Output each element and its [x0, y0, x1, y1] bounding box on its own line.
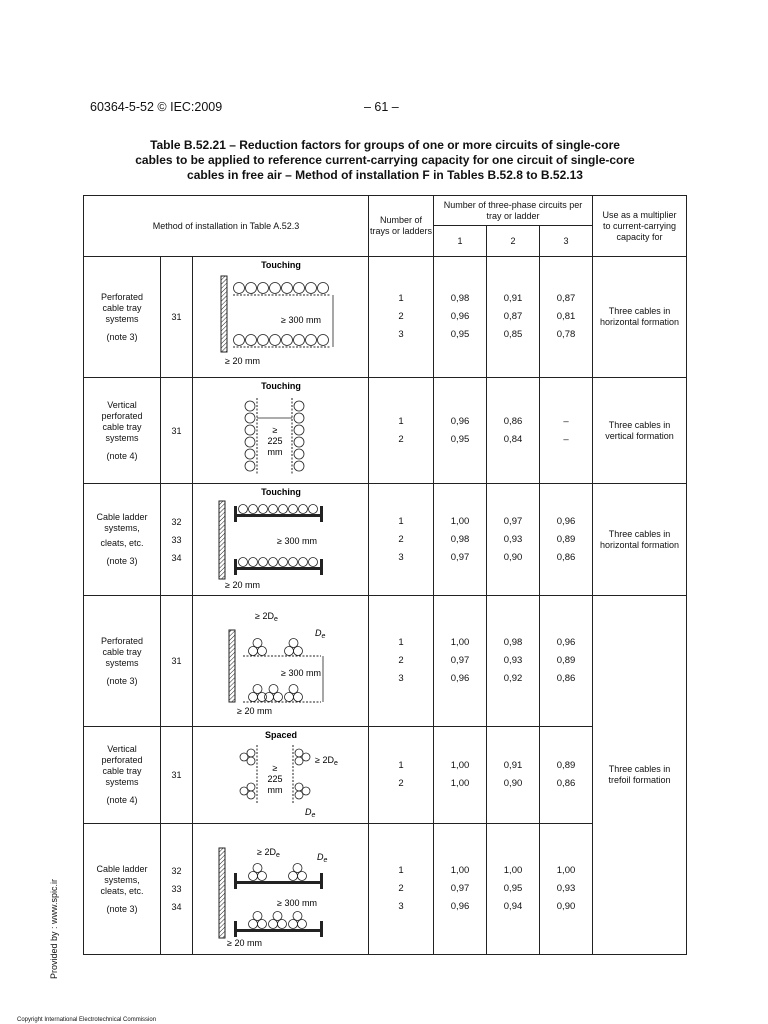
installation-number: 31 — [171, 425, 182, 436]
use-cell: Three cables in horizontal formation — [593, 257, 687, 378]
tray-count: 1 — [398, 865, 404, 876]
tray-count: 2 — [398, 655, 404, 666]
dimension-label: 225 — [267, 774, 283, 784]
method-line: systems, — [104, 523, 140, 533]
installation-ref — [161, 596, 193, 727]
factor-value: 0,89 — [556, 655, 576, 666]
figure-horizontal-ladder-touching — [193, 484, 369, 596]
note-ref: (note 3) — [106, 675, 138, 686]
method-line: cable tray — [102, 766, 142, 776]
method-line: Cable ladder — [96, 512, 148, 522]
factor-cell — [434, 727, 487, 824]
factor-value: 0,87 — [503, 311, 523, 322]
factor-value: 0,96 — [450, 415, 470, 427]
tray-count: 3 — [398, 901, 404, 912]
provider-watermark: Provided by : www.spic.ir — [49, 878, 59, 979]
factor-value: 0,97 — [450, 551, 470, 563]
factor-cell — [540, 824, 593, 955]
dimension-label: ≥ — [272, 763, 278, 773]
method-line: cable tray — [102, 302, 142, 313]
dimension-label: ≥ 300 mm — [277, 536, 317, 546]
header-use: Use as a multiplier to current-carrying capacity for — [593, 196, 687, 257]
installation-number: 33 — [171, 884, 182, 894]
spacing-label: ≥ 2D — [257, 847, 276, 857]
title-line-2: cables to be applied to reference current-carrying capacity for one circuit of single-core — [135, 153, 635, 167]
factor-value: 0,96 — [450, 311, 470, 322]
factor-value: 1,00 — [450, 515, 470, 527]
tray-count: 2 — [398, 311, 404, 322]
factor-value: 0,90 — [503, 778, 523, 789]
method-line: systems — [105, 777, 139, 787]
title-line-3: cables in free air – Method of installation F in Tables B.52.8 to B.52.13 — [187, 168, 583, 182]
table-row — [84, 484, 687, 596]
factor-cell — [434, 484, 487, 596]
document-reference: 60364-5-52 © IEC:2009 — [90, 100, 223, 114]
trays-cell — [369, 824, 434, 955]
factor-cell — [540, 378, 593, 484]
copyright-notice: Copyright International Electrotechnical Commission — [17, 1017, 157, 1023]
method-line: Perforated — [100, 291, 144, 302]
factor-cell — [540, 257, 593, 378]
header-col-2: 2 — [487, 226, 540, 257]
trays-cell — [369, 378, 434, 484]
method-cell — [84, 257, 161, 378]
installation-number: 32 — [171, 516, 182, 527]
subscript-label: e — [323, 857, 328, 864]
factor-value: 0,98 — [503, 637, 523, 648]
installation-number: 31 — [171, 770, 182, 780]
header-method: Method of installation in Table A.52.3 — [84, 196, 369, 257]
table-title — [84, 138, 686, 183]
tray-count: 1 — [398, 760, 404, 771]
factor-cell — [540, 727, 593, 824]
factor-cell — [434, 378, 487, 484]
spacing-label: ≥ 2D — [255, 611, 274, 621]
figure-label: Spaced — [264, 730, 298, 740]
installation-ref — [161, 727, 193, 824]
tray-count: 2 — [398, 533, 404, 545]
header-col-3: 3 — [540, 226, 593, 257]
note-ref: (note 3) — [106, 903, 138, 914]
tray-count: 3 — [398, 673, 404, 684]
factor-value: 0,96 — [556, 637, 576, 648]
svg-text:De — [317, 852, 328, 864]
trays-cell — [369, 727, 434, 824]
subscript-label: e — [321, 633, 326, 640]
use-cell: Three cables in vertical formation — [593, 378, 687, 484]
factor-value: 0,86 — [556, 778, 576, 789]
subscript-label: e — [311, 812, 316, 819]
diameter-label: D — [305, 807, 312, 817]
factor-value: 0,86 — [556, 551, 576, 563]
dimension-label: ≥ 20 mm — [225, 580, 260, 590]
factor-value: 0,89 — [556, 760, 576, 771]
use-cell: Three cables in trefoil formation — [593, 596, 687, 955]
factor-value: 0,93 — [503, 655, 523, 666]
svg-text:≥ 2De — [315, 755, 338, 767]
factor-value: 0,95 — [503, 883, 523, 894]
factor-value: 0,91 — [503, 293, 523, 304]
trays-cell — [369, 484, 434, 596]
factor-value: 0,98 — [450, 293, 470, 304]
method-cell — [84, 596, 161, 727]
factor-value: 0,78 — [556, 329, 576, 340]
factor-cell — [434, 596, 487, 727]
installation-number: 31 — [171, 312, 182, 322]
installation-ref — [161, 484, 193, 596]
factor-value: 0,85 — [503, 329, 523, 340]
factor-cell — [487, 824, 540, 955]
factor-value: 0,87 — [556, 293, 576, 304]
tray-count: 3 — [398, 551, 404, 563]
method-line: Cable ladder — [96, 863, 148, 874]
factor-value: 0,84 — [503, 433, 523, 445]
factor-value: 1,00 — [450, 778, 470, 789]
header-trays: Number of trays or ladders — [369, 196, 434, 257]
factor-value: 0,92 — [503, 673, 523, 684]
factor-cell — [487, 378, 540, 484]
factor-value: 1,00 — [450, 760, 470, 771]
method-line: perforated — [101, 410, 143, 421]
subscript-label: e — [273, 616, 278, 623]
method-line: cleats, etc. — [100, 885, 144, 896]
factor-value: 0,86 — [556, 673, 576, 684]
use-cell: Three cables in horizontal formation — [593, 484, 687, 596]
method-line: cable tray — [102, 421, 142, 432]
tray-count: 1 — [398, 293, 404, 304]
factor-value: 0,96 — [556, 515, 576, 527]
installation-number: 34 — [171, 552, 182, 563]
installation-number: 34 — [171, 902, 182, 912]
method-line: systems — [105, 657, 139, 668]
figure-label: Touching — [261, 487, 301, 497]
figure-trefoil-ladder — [193, 824, 369, 955]
factor-cell — [540, 596, 593, 727]
trays-cell — [369, 257, 434, 378]
dimension-label: ≥ 20 mm — [227, 938, 262, 948]
method-cell — [84, 824, 161, 955]
factor-value: 0,95 — [450, 433, 470, 445]
trays-cell — [369, 596, 434, 727]
installation-ref — [161, 257, 193, 378]
tray-count: 1 — [398, 637, 404, 648]
factor-value: 0,93 — [556, 883, 576, 894]
table-row — [84, 378, 687, 484]
method-line: Vertical — [107, 399, 137, 410]
method-cell — [84, 484, 161, 596]
tray-count: 2 — [398, 778, 404, 789]
figure-trefoil-tray — [193, 596, 369, 727]
factor-value: 0,96 — [450, 901, 470, 912]
header-col-1: 1 — [434, 226, 487, 257]
factor-value: – — [563, 433, 569, 445]
factor-value: 0,81 — [556, 311, 576, 322]
factor-value: 0,89 — [556, 533, 576, 545]
method-line: Vertical — [107, 744, 137, 754]
factor-value: 0,97 — [503, 515, 523, 527]
dimension-label: ≥ 20 mm — [225, 356, 260, 366]
method-cell — [84, 727, 161, 824]
subscript-label: e — [333, 760, 338, 767]
factor-cell — [487, 484, 540, 596]
factor-value: – — [563, 415, 569, 427]
tray-count: 2 — [398, 433, 404, 445]
note-ref: (note 3) — [106, 331, 138, 342]
svg-text:≥ 2De — [255, 611, 278, 623]
tray-count: 1 — [398, 415, 404, 427]
note-ref: (note 3) — [106, 556, 138, 566]
factor-value: 1,00 — [450, 865, 470, 876]
dimension-label: ≥ 300 mm — [281, 668, 321, 678]
factor-value: 0,86 — [503, 415, 523, 427]
diameter-label: D — [317, 852, 324, 862]
dimension-label: mm — [267, 447, 283, 457]
note-ref: (note 4) — [106, 450, 138, 461]
factor-value: 0,93 — [503, 533, 523, 545]
method-line: cable tray — [102, 646, 142, 657]
factor-value: 0,90 — [556, 901, 576, 912]
factor-value: 1,00 — [503, 865, 523, 876]
factor-value: 1,00 — [450, 637, 470, 648]
dimension-label: ≥ 300 mm — [281, 315, 321, 325]
factor-cell — [487, 596, 540, 727]
factor-cell — [434, 257, 487, 378]
table-row — [84, 257, 687, 378]
figure-label: Touching — [261, 381, 301, 391]
svg-text:≥ 2De — [257, 847, 280, 859]
tray-count: 1 — [398, 515, 404, 527]
figure-vertical-tray-spaced — [193, 727, 369, 824]
factor-value: 0,95 — [450, 329, 470, 340]
method-line: systems — [105, 432, 139, 443]
method-line: systems — [105, 313, 139, 324]
factor-value: 0,94 — [503, 901, 523, 912]
reduction-factors-table — [83, 195, 687, 955]
dimension-label: ≥ — [272, 425, 278, 435]
tray-count: 3 — [398, 329, 404, 340]
factor-value: 0,98 — [450, 533, 470, 545]
installation-number: 31 — [171, 656, 182, 666]
svg-text:De — [315, 628, 326, 640]
title-line-1: Table B.52.21 – Reduction factors for groups of one or more circuits of single-core — [150, 138, 620, 152]
note-ref: (note 4) — [106, 795, 138, 805]
dimension-label: mm — [267, 785, 283, 795]
dimension-label: 225 — [267, 436, 283, 446]
tray-count: 2 — [398, 883, 404, 894]
spacing-label: ≥ 2D — [315, 755, 334, 765]
installation-ref — [161, 378, 193, 484]
factor-cell — [540, 484, 593, 596]
svg-text:De — [305, 807, 316, 819]
page-number: – 61 – — [364, 100, 399, 114]
dimension-label: ≥ 20 mm — [237, 706, 272, 716]
figure-label: Touching — [261, 260, 301, 270]
factor-cell — [487, 257, 540, 378]
factor-value: 0,90 — [503, 551, 523, 563]
factor-cell — [487, 727, 540, 824]
figure-horizontal-tray-touching — [193, 257, 369, 378]
method-line: Perforated — [100, 635, 144, 646]
factor-value: 0,91 — [503, 760, 523, 771]
installation-number: 33 — [171, 534, 182, 545]
header-circuits: Number of three-phase circuits per tray or ladder — [434, 196, 593, 226]
method-line: cleats, etc. — [100, 538, 144, 548]
subscript-label: e — [275, 852, 280, 859]
method-line: perforated — [101, 755, 143, 765]
installation-ref — [161, 824, 193, 955]
factor-value: 1,00 — [556, 865, 576, 876]
dimension-label: ≥ 300 mm — [277, 898, 317, 908]
factor-value: 0,97 — [450, 655, 470, 666]
figure-vertical-tray-touching — [193, 378, 369, 484]
factor-value: 0,97 — [450, 883, 470, 894]
table-row — [84, 596, 687, 727]
method-line: systems, — [104, 874, 140, 885]
factor-cell — [434, 824, 487, 955]
diameter-label: D — [315, 628, 322, 638]
installation-number: 32 — [171, 866, 182, 876]
method-cell — [84, 378, 161, 484]
factor-value: 0,96 — [450, 673, 470, 684]
